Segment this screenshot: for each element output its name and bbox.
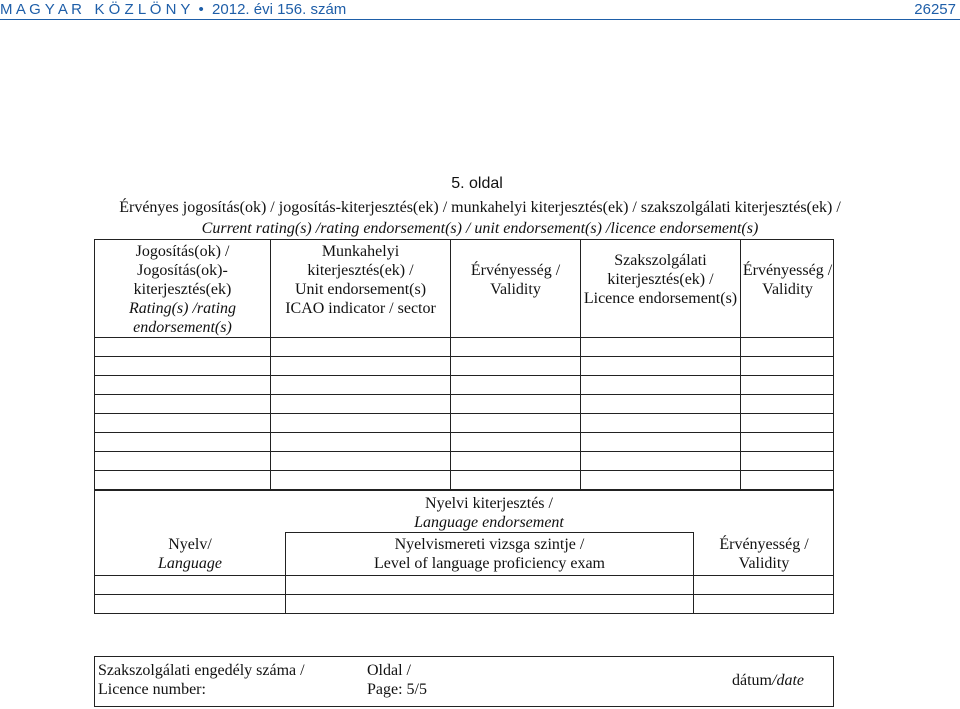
ratings-row-line [94, 451, 834, 452]
language-col-language [95, 535, 285, 573]
header-line: Unit endorsement(s) [294, 281, 427, 298]
ratings-row-line [94, 394, 834, 395]
journal-title: M A G Y A R K Ö Z L Ö N Y [0, 1, 191, 18]
running-header [0, 0, 960, 20]
header-line: ICAO indicator / sector [285, 300, 436, 317]
language-heading [285, 494, 693, 532]
header-line: Validity [738, 555, 790, 572]
licence-label-en: Licence number: [98, 681, 206, 698]
title-english: Current rating(s) /rating endorsement(s) / unit endorsement(s) /licence endorsement(s) [201, 220, 759, 237]
page-number: 26257 [914, 1, 956, 18]
header-line: Level of language proficiency exam [374, 555, 605, 572]
header-line: Rating(s) /rating [128, 300, 237, 317]
header-line: Érvényesség / [719, 536, 809, 553]
ratings-row-line [94, 375, 834, 376]
header-line: Validity [762, 281, 813, 298]
page-label-hu: Oldal / [367, 662, 411, 679]
date-label-en: /date [772, 672, 804, 689]
header-line: kiterjesztés(ek) / [307, 262, 414, 279]
running-header-left [0, 1, 346, 18]
language-heading-line [285, 532, 693, 533]
ratings-header-rating [95, 242, 270, 337]
ratings-header-unit [271, 242, 450, 318]
language-col-validity [694, 535, 834, 573]
page-label-en: Page: 5/5 [367, 681, 427, 698]
ratings-header-validity-2 [741, 261, 834, 299]
header-line: endorsement(s) [133, 319, 232, 336]
header-line: Nyelv/ [168, 536, 212, 553]
ratings-header-validity-1 [451, 261, 580, 299]
ratings-row-line [94, 337, 834, 338]
date-label [732, 671, 804, 690]
header-line: Munkahelyi [321, 243, 400, 260]
licence-number-label [98, 661, 305, 699]
page-label-text: 5. oldal [451, 175, 503, 192]
bullet-separator: • [198, 1, 204, 18]
language-row-line [94, 594, 834, 595]
title-hungarian: Érvényes jogosítás(ok) / jogosítás-kiterjesztés(ek) / munkahelyi kiterjesztés(ek) / szakszolgálati kiterjesztés(ek) / [119, 199, 841, 216]
licence-label-hu: Szakszolgálati engedély száma / [98, 662, 305, 679]
header-rule [0, 19, 960, 20]
page-label [0, 175, 960, 193]
header-line: Validity [490, 281, 541, 298]
header-line: Licence endorsement(s) [583, 290, 738, 307]
header-line: Érvényesség / [742, 262, 833, 279]
language-col-level [286, 535, 693, 573]
language-heading-hu: Nyelvi kiterjesztés / [425, 495, 553, 512]
issue-label: 2012. évi 156. szám [212, 1, 347, 18]
ratings-row-line [94, 470, 834, 471]
ratings-header-licence [581, 251, 740, 308]
date-label-hu: dátum [732, 672, 772, 689]
header-line: Érvényesség / [470, 262, 561, 279]
page-count-label [367, 661, 427, 699]
header-line: Jogosítás(ok) / [135, 243, 230, 260]
header-line: Language [158, 555, 222, 572]
language-row-line [94, 575, 834, 576]
language-heading-en: Language endorsement [414, 514, 564, 531]
header-line: Jogosítás(ok)- [137, 262, 228, 279]
header-line: kiterjesztés(ek) [133, 281, 232, 298]
ratings-row-line [94, 413, 834, 414]
header-line: Szakszolgálati [614, 252, 707, 269]
ratings-row-line [94, 356, 834, 357]
header-line: kiterjesztés(ek) / [607, 271, 714, 288]
ratings-row-line [94, 432, 834, 433]
header-line: Nyelvismereti vizsga szintje / [394, 536, 585, 553]
